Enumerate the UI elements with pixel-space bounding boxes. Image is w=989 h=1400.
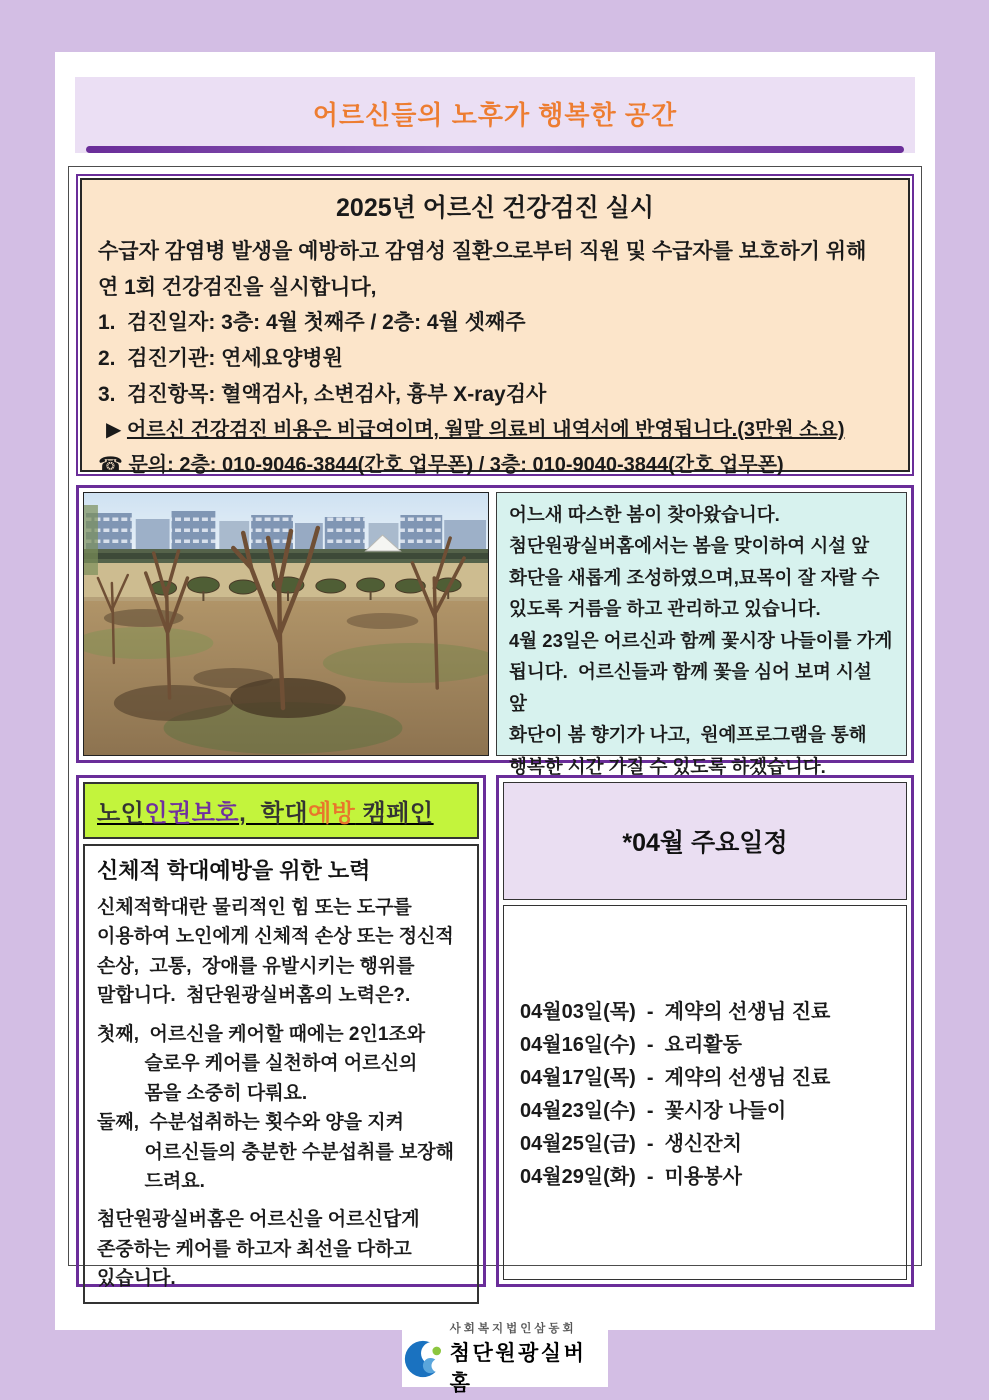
campaign-effort-line: 어르신들의 충분한 수분섭취를 보장해 [97,1141,455,1163]
content-container [68,166,922,1290]
campaign-closing-line: 첨단원광실버홈은 어르신을 어르신답게 [97,1209,420,1231]
spring-news-line: 행복한 시간 가질 수 있도록 하겠습니다. [509,755,826,777]
org-logo-icon [402,1336,448,1382]
campaign-title-segment: , 학대 [239,800,308,827]
bottom-section [76,775,914,1290]
campaign-intro-line: 신체적학대란 물리적인 힘 또는 도구를 [97,897,412,918]
schedule-item: 04월29일(화) - 미용봉사 [520,1166,742,1188]
spring-news-line: 있도록 거름을 하고 관리하고 있습니다. [509,598,821,620]
schedule-item: 04월23일(수) - 꽃시장 나들이 [520,1100,787,1122]
health-notice-section [76,174,914,476]
health-notice-title: 2025년 어르신 건강검진 실시 [336,194,654,222]
arrow-right-icon: ▶ [106,419,122,442]
campaign-effort-line: 드려요. [97,1170,205,1192]
campaign-column [76,775,486,1290]
campaign-closing-line: 존중하는 케어를 하고자 최선을 다하고 [97,1238,412,1260]
org-logo-text [450,1320,608,1397]
schedule-item: 04월03일(목) - 계약의 선생님 진료 [520,1001,831,1023]
health-notice-line: 1. 검진일자: 3층: 4월 첫째주 / 2층: 4월 셋째주 [98,311,526,335]
campaign-effort-line: 둘째, 수분섭취하는 횟수와 양을 지켜 [97,1112,404,1134]
campaign-intro-line: 이용하여 노인에게 신체적 손상 또는 정신적 [97,926,454,948]
schedule-item: 04월17일(목) - 계약의 선생님 진료 [520,1067,831,1089]
campaign-title-segment: 캠페인 [355,800,434,827]
campaign-effort-line: 첫째, 어르신을 케어할 때에는 2인1조와 [97,1023,426,1045]
spring-news-line: 화단이 봄 향기가 나고, 원예프로그램을 통해 [509,724,867,746]
org-facility-name: 첨단원광실버홈 [449,1342,587,1395]
paper-sheet [55,52,935,1330]
spring-news-box [496,492,907,777]
health-notice-line: 연 1회 건강검진을 실시합니다, [98,275,377,299]
garden-photo-illustration [84,493,488,755]
header-divider [86,146,904,153]
spring-news-line: 4월 23일은 어르신과 함께 꽃시장 나들이를 가게 [509,629,893,651]
health-notice-box [80,178,910,477]
campaign-title-segment: 노인 [97,800,145,827]
campaign-body-box [83,844,479,1304]
campaign-title [97,800,434,827]
spring-news-line: 어느새 따스한 봄이 찾아왔습니다. [509,504,780,525]
campaign-intro-line: 말합니다. 첨단원광실버홈의 노력은?. [97,985,411,1007]
campaign-intro [97,893,465,1011]
campaign-title-segment: 예방 [308,800,356,827]
campaign-effort-line: 몸을 소중히 다뤄요. [97,1082,308,1104]
header-band [75,77,915,153]
org-parent-name: 사회복지법인삼동회 [449,1323,577,1335]
contact-phone-line: ☎ 문의: 2층: 010-9046-3844(간호 업무폰) / 3층: 010-9040-3844(간호 업무폰) [98,454,784,477]
campaign-effort-line: 슬로우 케어를 실천하여 어르신의 [97,1053,418,1075]
schedule-title: *04월 주요일정 [503,782,907,900]
organization-logo [402,1323,608,1395]
health-notice-line: 2. 검진기관: 연세요양병원 [98,347,343,371]
spring-news-line: 화단을 새롭게 조성하였으며,묘목이 잘 자랄 수 [509,566,880,588]
health-notice-line: 수급자 감염병 발생을 예방하고 감염성 질환으로부터 직원 및 수급자를 보호하기 위해 [98,240,867,263]
page-title: 어르신들의 노후가 행복한 공간 [312,100,678,130]
schedule-list [503,905,907,1280]
campaign-closing-line: 있습니다. [97,1268,176,1290]
schedule-item: 04월25일(금) - 생신잔치 [520,1133,742,1155]
health-notice-note-text: 어르신 건강검진 비용은 비급여이며, 월말 의료비 내역서에 반영됩니다.(3만원 소요) [126,419,845,442]
campaign-efforts [97,1020,465,1197]
facility-garden-photo [83,492,489,756]
campaign-subtitle: 신체적 학대예방을 위한 노력 [97,858,371,883]
campaign-title-segment: 인권보호 [144,800,240,827]
spring-news-line: 됩니다. 어르신들과 함께 꽃을 심어 보며 시설 앞 [509,661,877,714]
schedule-column [496,775,914,1287]
spring-news-line: 첨단원광실버홈에서는 봄을 맞이하여 시설 앞 [509,535,870,557]
health-notice-line: 3. 검진항목: 혈액검사, 소변검사, 흉부 X-ray검사 [98,382,547,406]
health-notice-note [98,412,892,448]
campaign-closing [97,1205,465,1293]
campaign-intro-line: 손상, 고통, 장애를 유발시키는 행위를 [97,955,415,977]
health-notice-body [98,234,892,412]
spring-news-section [76,485,914,777]
schedule-item: 04월16일(수) - 요리활동 [520,1034,742,1056]
campaign-title-box [83,782,479,839]
